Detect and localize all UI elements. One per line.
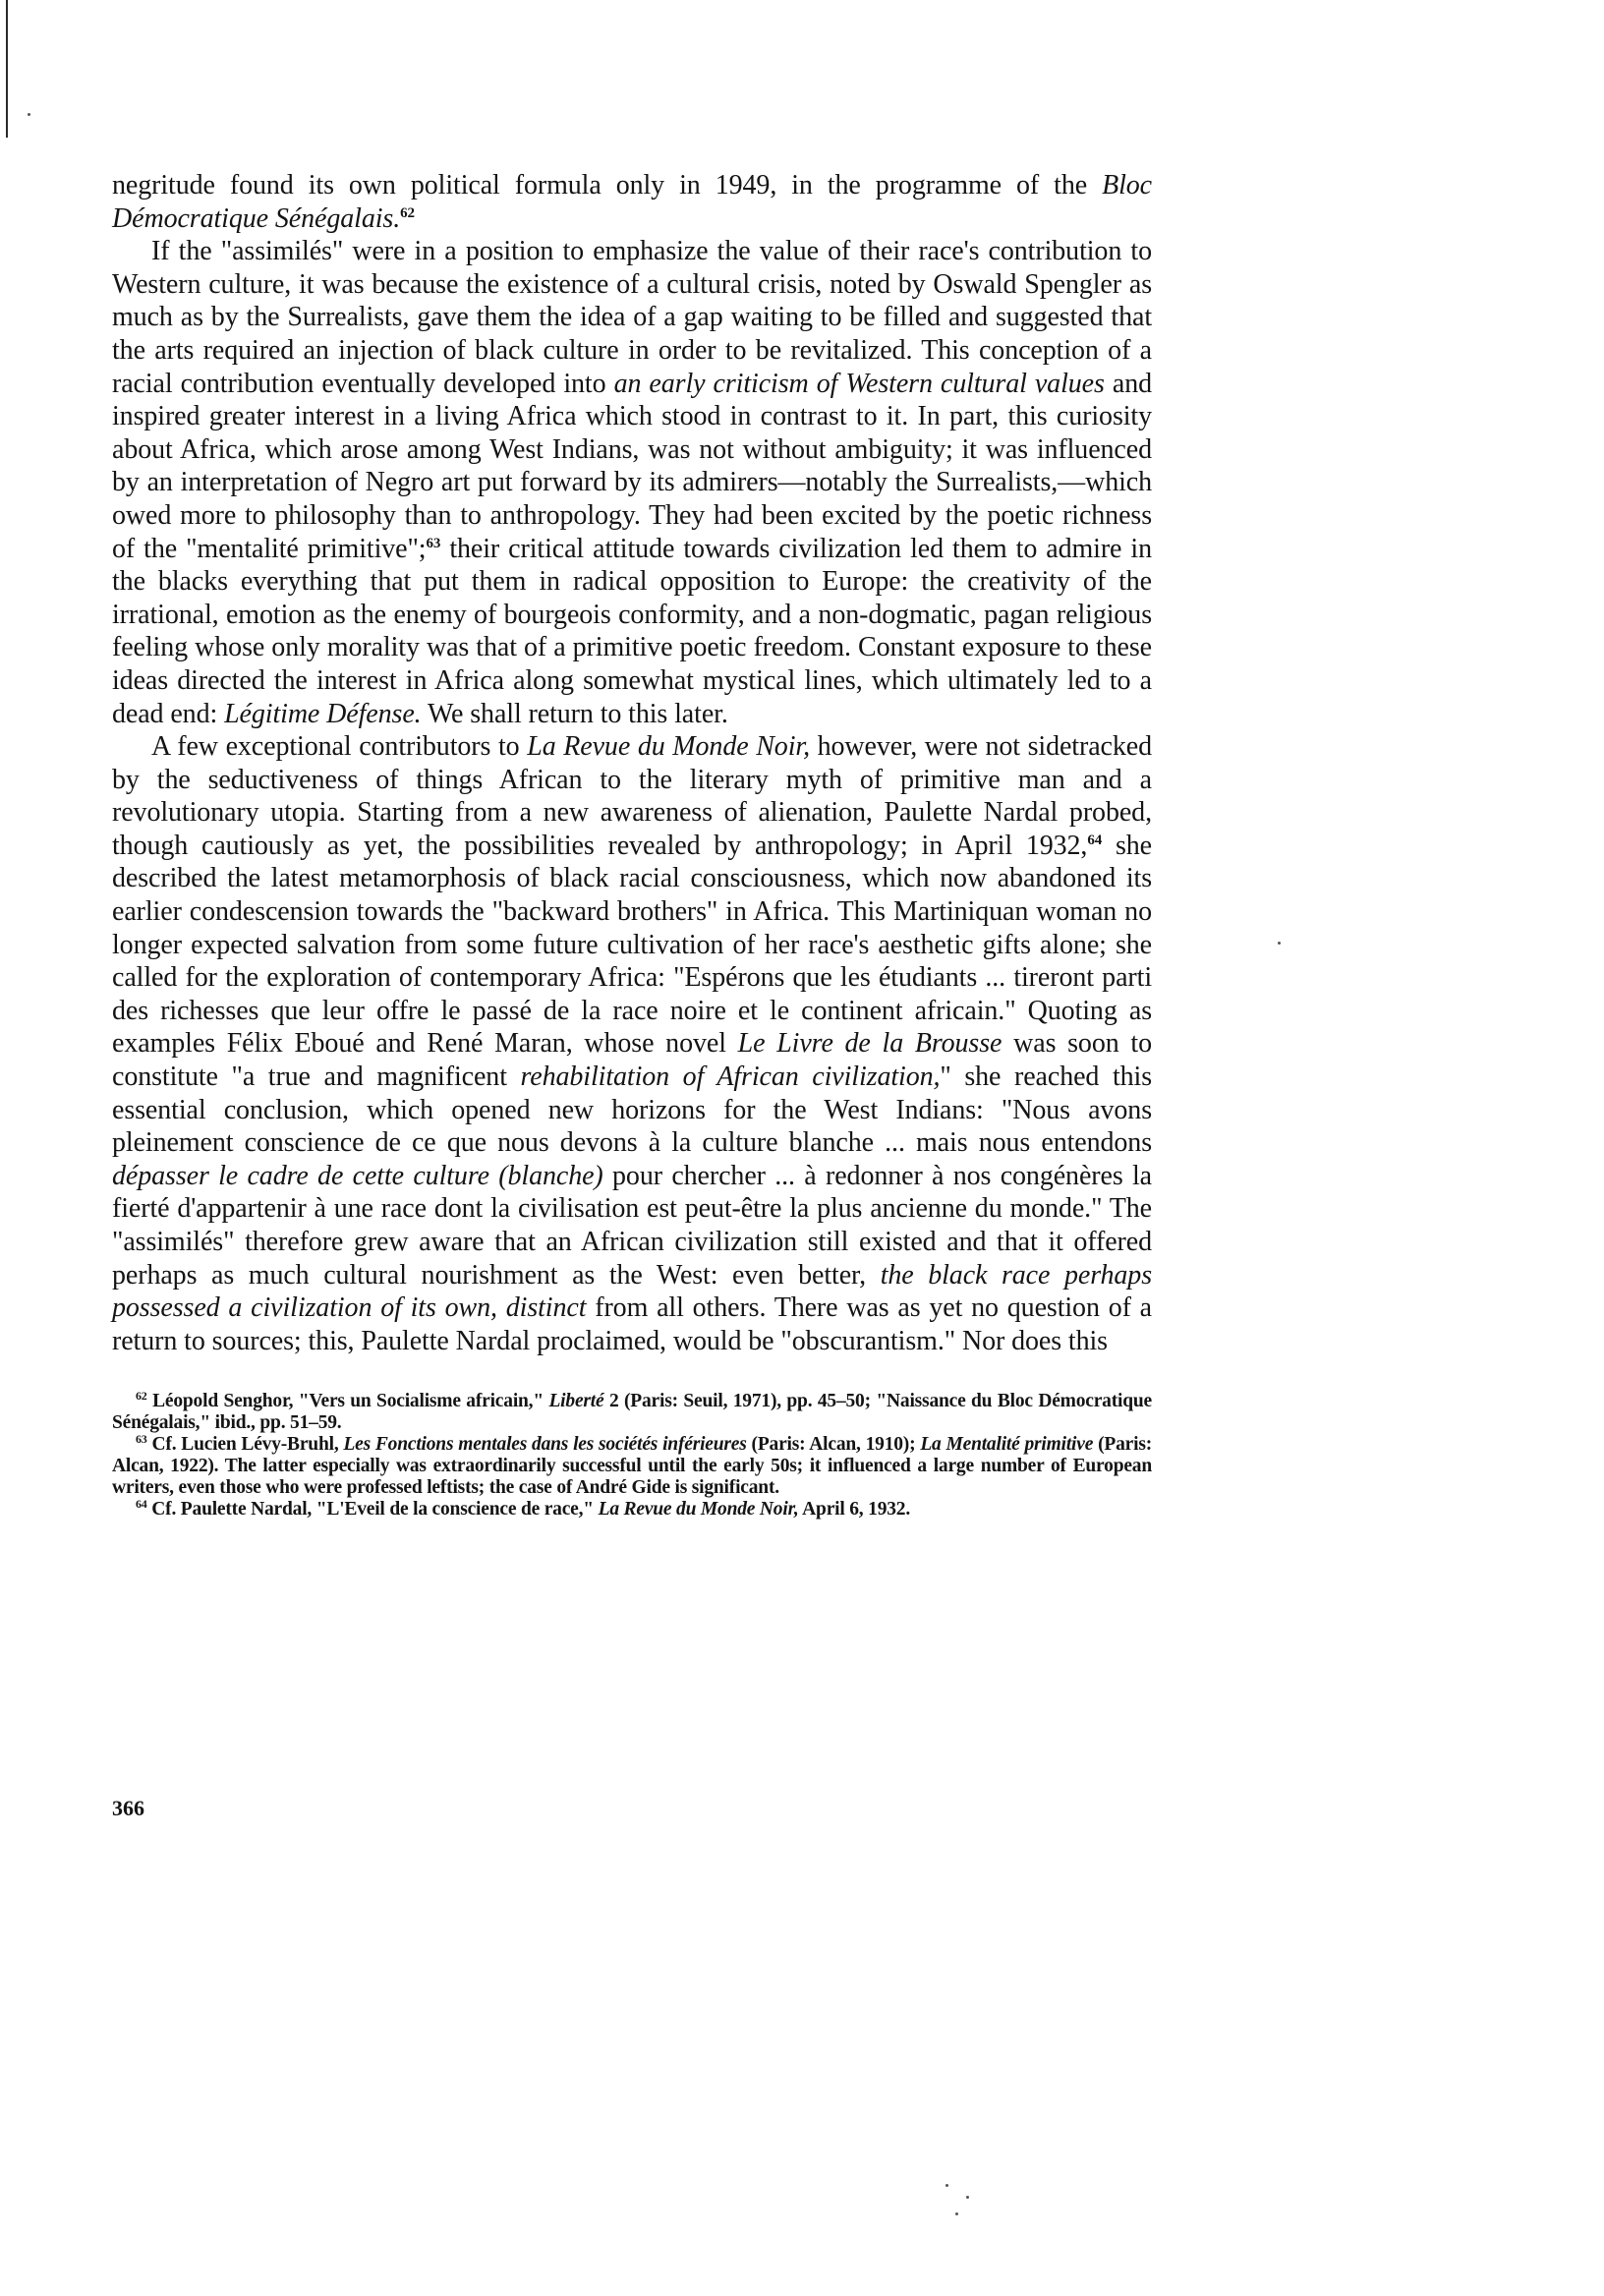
- body-paragraph: [112, 730, 1152, 1357]
- scan-speck: [966, 2196, 969, 2199]
- book-page: [112, 169, 1152, 1521]
- italic-text: Légitime Défense.: [224, 698, 422, 729]
- text-run: from all others. There was as yet no question of a return to sources; this, Paulette Nardal proclaimed, would be "obscurantism." Nor does this: [112, 1292, 1152, 1356]
- italic-text: La Mentalité primitive: [920, 1434, 1094, 1456]
- text-run: she described the latest metamorphosis of black racial consciousness, which now abandoned its earlier condescension towards the "backward brothers" in Africa. This Martiniquan woman no longer expected salvation from some future cultivation of her race's aesthetic gifts alone; she called for the exploration of contemporary Africa: "Espérons que les étudiants ... tireront parti des richesses que leur offre le passé de la race noire et le continent africain." Quoting as examples Félix Eboué and René Maran, whose novel: [112, 830, 1152, 1060]
- footnote-reference: 62: [400, 204, 415, 221]
- italic-text: Liberté: [548, 1391, 604, 1412]
- body-paragraph: [112, 169, 1152, 235]
- footnote: [112, 1499, 1152, 1521]
- text-run: their critical attitude towards civilization led them to admire in the blacks everything that put them in radical opposition to Europe: the creativity of the irrational, emotion as the enemy of bourgeois conformity, and a non-dogmatic, pagan religious feeling whose only morality was that of a primitive poetic freedom. Constant exposure to these ideas directed the interest in Africa along somewhat mystical lines, which ultimately led to a dead end:: [112, 533, 1152, 729]
- scan-speck: [1278, 942, 1281, 945]
- text-run: (Paris: Alcan, 1910);: [746, 1434, 921, 1456]
- italic-text: the black race perhaps possessed a civilization of its own, distinct: [112, 1259, 1152, 1324]
- text-run: If the "assimilés" were in a position to emphasize the value of their race's contribution to Western culture, it was because the existence of a cultural crisis, noted by Oswald Spengler as much as by the Surrealists, gave them the idea of a gap waiting to be filled and suggested that the arts required an injection of black culture in order to be revitalized. This conception of a racial contribution eventually developed into: [112, 236, 1152, 399]
- footnote: [112, 1391, 1152, 1434]
- footnote: [112, 1434, 1152, 1499]
- body-text: [112, 169, 1152, 1357]
- body-paragraph: [112, 235, 1152, 730]
- text-run: " she reached this essential conclusion, which opened new horizons for the West Indians: "Nous avons pleinement conscience de ce que nous devons à la culture blanche ... mais nous entendons: [112, 1062, 1152, 1159]
- italic-text: dépasser le cadre de cette culture (blanche): [112, 1160, 603, 1191]
- italic-text: La Revue du Monde Noir,: [598, 1499, 799, 1521]
- italic-text: rehabilitation of African civilization,: [520, 1062, 941, 1093]
- italic-text: La Revue du Monde Noir,: [527, 731, 810, 763]
- text-run: 2 (Paris: Seuil, 1971), pp. 45–50; "Naissance du Bloc Démocratique Sénégalais," ibid., pp. 51–59.: [112, 1391, 1152, 1434]
- text-run: and inspired greater interest in a living Africa which stood in contrast to it. In part, this curiosity about Africa, which arose among West Indians, was not without ambiguity; it was influenced by an interpretation of Negro art put forward by its admirers—notably the Surrealists,—which owed more to philosophy than to anthropology. They had been excited by the poetic richness of the "mentalité primitive";: [112, 368, 1152, 564]
- text-run: Léopold Senghor, "Vers un Socialisme africain,": [146, 1391, 549, 1412]
- footnote-reference: 63: [136, 1432, 147, 1447]
- text-run: negritude found its own political formula only in 1949, in the programme of the: [112, 170, 1103, 201]
- scan-speck: [955, 2212, 958, 2215]
- italic-text: an early criticism of Western cultural values: [613, 368, 1105, 399]
- italic-text: Le Livre de la Brousse: [737, 1028, 1002, 1060]
- scan-speck: [945, 2184, 948, 2187]
- footnote-reference: 62: [136, 1389, 147, 1404]
- italic-text: Bloc Démocratique Sénégalais.: [112, 170, 1152, 234]
- text-run: (Paris: Alcan, 1922). The latter especially was extraordinarily successful until the early 50s; it influenced a large number of European writers, even those who were professed leftists; the case of André Gide is significant.: [112, 1434, 1153, 1499]
- footnote-reference: 63: [426, 535, 441, 551]
- footnotes: [112, 1391, 1152, 1521]
- text-run: pour chercher ... à redonner à nos congénères la fierté d'appartenir à une race dont la civilisation est peut-être la plus ancienne du monde." The "assimilés" therefore grew aware that an African civilization still existed and that it offered perhaps as much cultural nourishment as the West: even better,: [112, 1160, 1153, 1291]
- footnote-reference: 64: [136, 1497, 147, 1512]
- text-run: We shall return to this later.: [421, 698, 728, 729]
- text-run: however, were not sidetracked by the seductiveness of things African to the literary myth of primitive man and a revolutionary utopia. Starting from a new awareness of alienation, Paulette Nardal probed, though cautiously as yet, the possibilities revealed by anthropology; in April 1932,: [112, 731, 1152, 861]
- page-number: 366: [112, 1796, 144, 1820]
- text-run: was soon to constitute "a true and magnificent: [112, 1028, 1152, 1093]
- italic-text: Les Fonctions mentales dans les sociétés inférieures: [343, 1434, 747, 1456]
- text-run: Cf. Paulette Nardal, "L'Eveil de la conscience de race,": [146, 1499, 599, 1521]
- text-run: April 6, 1932.: [798, 1499, 911, 1521]
- text-run: Cf. Lucien Lévy-Bruhl,: [146, 1434, 344, 1456]
- footnote-reference: 64: [1087, 832, 1103, 848]
- text-run: A few exceptional contributors to: [151, 731, 528, 763]
- scan-speck: [28, 113, 30, 116]
- scan-edge-line: [6, 0, 8, 138]
